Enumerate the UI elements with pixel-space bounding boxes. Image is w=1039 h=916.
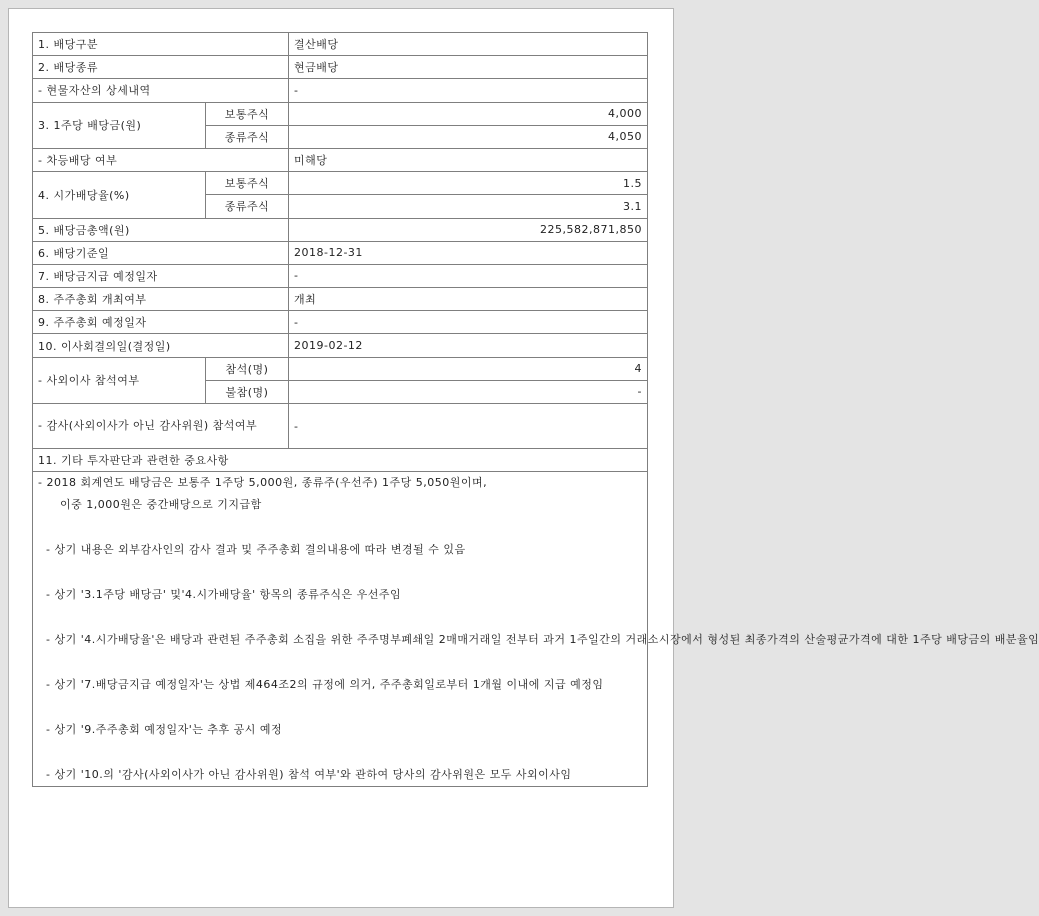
row-dividend-category — [33, 33, 648, 56]
note-5: - 상기 '7.배당금지급 예정일자'는 상법 제464조2의 규정에 의거, 주주총회일로부터 1개월 이내에 지급 예정임 — [46, 678, 604, 692]
row-dividend-type — [33, 56, 648, 79]
row-auditor-attendance — [33, 404, 648, 449]
row-value: 3.1 — [289, 195, 648, 218]
row-total-dividend — [33, 218, 648, 241]
row-label: 4. 시가배당율(%) — [33, 172, 206, 218]
row-value: - — [289, 311, 648, 334]
section-title: 11. 기타 투자판단과 관련한 중요사항 — [33, 449, 648, 472]
row-value: - — [289, 404, 648, 449]
sub-label: 종류주식 — [206, 125, 289, 148]
row-dividend-yield — [33, 172, 648, 195]
row-label: 9. 주주총회 예정일자 — [33, 311, 289, 334]
notes-body — [33, 472, 1039, 787]
row-label: 8. 주주총회 개최여부 — [33, 288, 289, 311]
sub-label: 참석(명) — [206, 357, 289, 380]
sub-label: 보통주식 — [206, 172, 289, 195]
row-value: 2018-12-31 — [289, 241, 648, 264]
row-label: 5. 배당금총액(원) — [33, 218, 289, 241]
row-label: 3. 1주당 배당금(원) — [33, 102, 206, 148]
row-label: 2. 배당종류 — [33, 56, 289, 79]
row-label: 1. 배당구분 — [33, 33, 289, 56]
row-value: 4 — [289, 357, 648, 380]
row-value: 2019-02-12 — [289, 334, 648, 357]
row-differential-dividend — [33, 148, 648, 171]
row-inkind-details — [33, 79, 648, 102]
row-agm-held — [33, 288, 648, 311]
row-label: 7. 배당금지급 예정일자 — [33, 264, 289, 287]
row-label: 6. 배당기준일 — [33, 241, 289, 264]
sub-label: 종류주식 — [206, 195, 289, 218]
note-4: - 상기 '4.시가배당율'은 배당과 관련된 주주총회 소집을 위한 주주명부폐쇄일 2매매거래일 전부터 과거 1주일간의 거래소시장에서 형성된 최종가격의 산술평균가격에 대한 1주당 배당금의 배분율임 — [46, 633, 1039, 647]
note-1-line-1: - 2018 회계연도 배당금은 보통주 1주당 5,000원, 종류주(우선주) 1주당 5,050원이며, — [38, 476, 488, 490]
row-value: 4,000 — [289, 102, 648, 125]
row-value: - — [289, 79, 648, 102]
row-agm-date — [33, 311, 648, 334]
row-value: 4,050 — [289, 125, 648, 148]
row-value: 개최 — [289, 288, 648, 311]
row-value: 현금배당 — [289, 56, 648, 79]
row-value: 결산배당 — [289, 33, 648, 56]
sub-label: 불참(명) — [206, 380, 289, 403]
row-value: 1.5 — [289, 172, 648, 195]
row-label: - 사외이사 참석여부 — [33, 357, 206, 403]
row-label: - 차등배당 여부 — [33, 148, 289, 171]
row-payment-date — [33, 264, 648, 287]
note-6: - 상기 '9.주주총회 예정일자'는 추후 공시 예정 — [46, 723, 283, 737]
dividend-disclosure-table — [32, 32, 1039, 787]
row-dividend-per-share — [33, 102, 648, 125]
note-1-line-2: 이중 1,000원은 중간배당으로 기지급함 — [60, 498, 262, 512]
note-7: - 상기 '10.의 '감사(사외이사가 아닌 감사위원) 참석 여부'와 관하여 당사의 감사위원은 모두 사외이사임 — [46, 768, 572, 782]
sub-label: 보통주식 — [206, 102, 289, 125]
row-label: 10. 이사회결의일(결정일) — [33, 334, 289, 357]
note-2: - 상기 내용은 외부감사인의 감사 결과 및 주주총회 결의내용에 따라 변경될 수 있음 — [46, 543, 466, 557]
row-other-matters-title — [33, 449, 648, 472]
row-label: - 감사(사외이사가 아닌 감사위원) 참석여부 — [33, 404, 289, 449]
row-value: - — [289, 380, 648, 403]
row-value: 미해당 — [289, 148, 648, 171]
row-outside-directors-present — [33, 357, 648, 380]
row-value: 225,582,871,850 — [289, 218, 648, 241]
row-other-matters-body — [33, 472, 648, 787]
row-value: - — [289, 264, 648, 287]
row-record-date — [33, 241, 648, 264]
row-label: - 현물자산의 상세내역 — [33, 79, 289, 102]
note-3: - 상기 '3.1주당 배당금' 및'4.시가배당율' 항목의 종류주식은 우선주임 — [46, 588, 402, 602]
row-board-resolution-date — [33, 334, 648, 357]
